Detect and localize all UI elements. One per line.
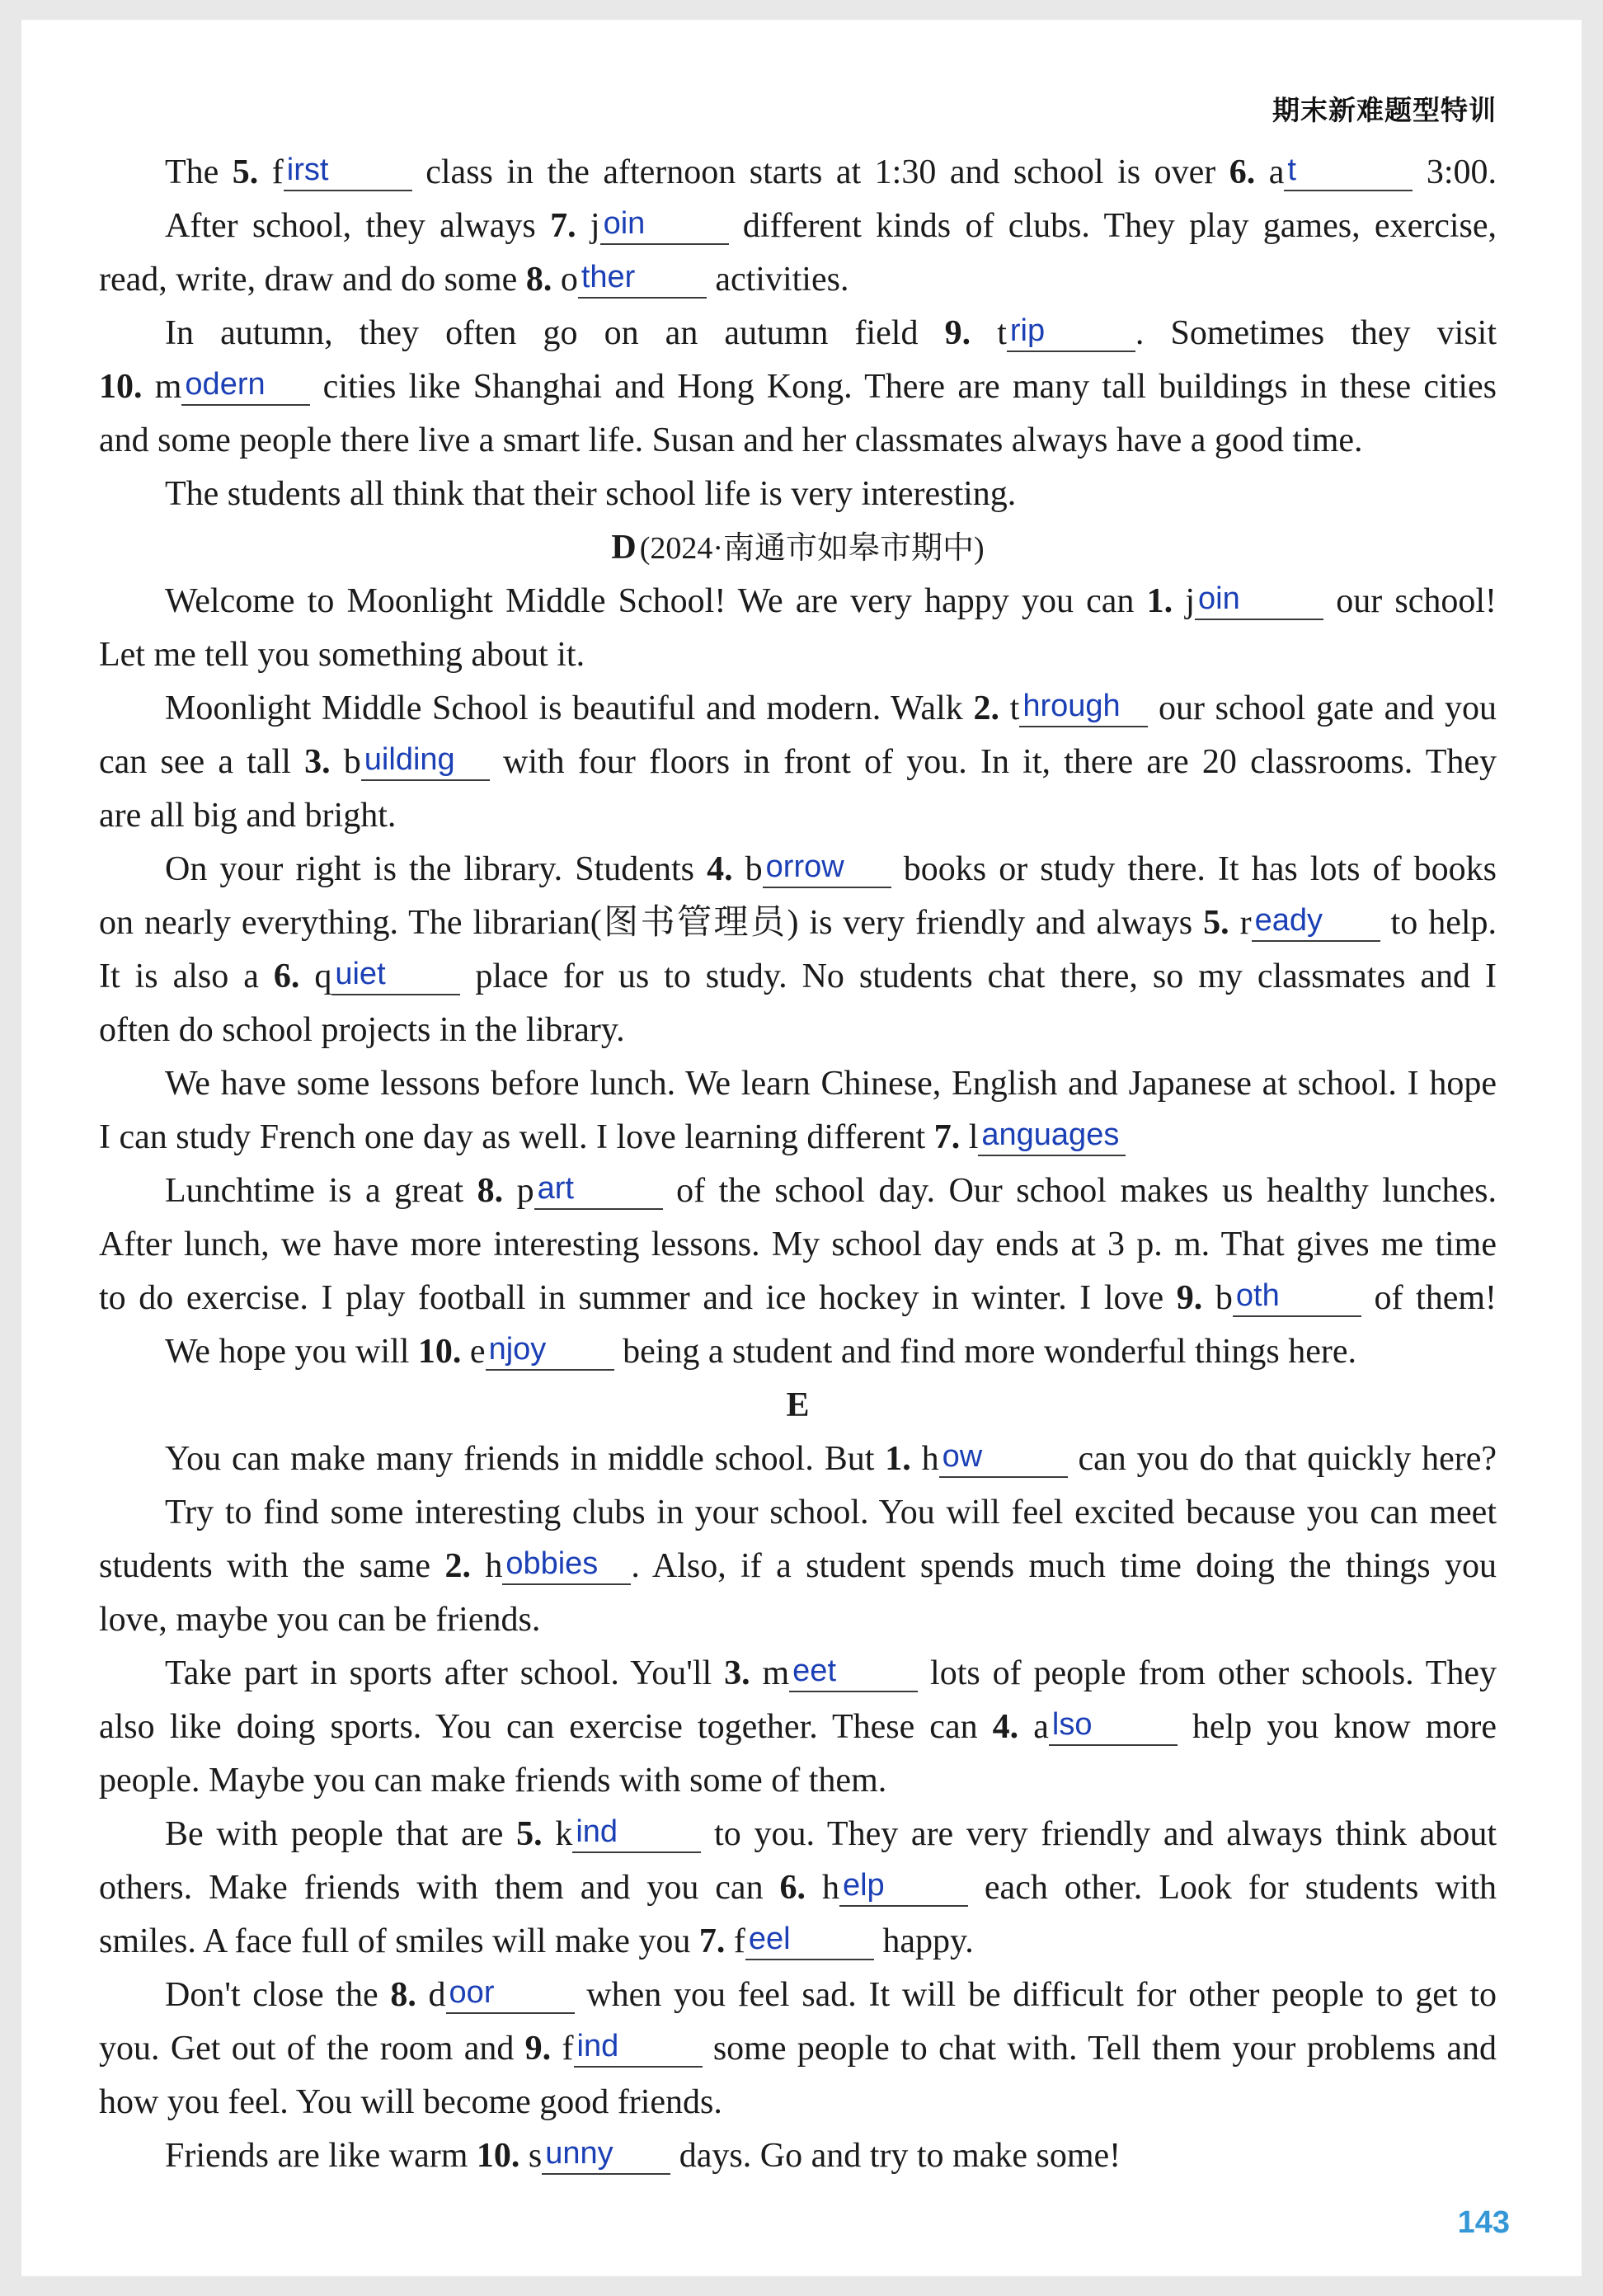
blank-initial-letter: o bbox=[560, 261, 578, 299]
line-content bbox=[99, 1922, 974, 1960]
text-segment: Try to find some interesting clubs in your school. You will feel excited because you can meet bbox=[165, 1494, 1497, 1531]
blank-initial-letter: m bbox=[154, 368, 182, 406]
handwritten-answer: obbies bbox=[505, 1546, 599, 1581]
answer-blank bbox=[502, 1546, 631, 1585]
answer-blank bbox=[1252, 903, 1380, 942]
text-line bbox=[99, 2076, 1497, 2129]
text-line bbox=[99, 1754, 1497, 1808]
text-segment: being a student and find more wonderful things here. bbox=[613, 1333, 1356, 1371]
line-content bbox=[99, 1869, 1497, 1907]
handwritten-answer: eel bbox=[748, 1922, 791, 1956]
line-content bbox=[165, 1976, 1497, 2014]
line-content bbox=[99, 1708, 1497, 1746]
handwritten-answer: ther bbox=[581, 260, 636, 294]
page-number: 143 bbox=[1457, 2205, 1510, 2240]
answer-blank bbox=[284, 153, 412, 191]
text-line bbox=[99, 360, 1497, 414]
line-content bbox=[165, 689, 1497, 727]
line-content bbox=[165, 1172, 1497, 1210]
line-content bbox=[99, 261, 849, 299]
text-segment: people. Maybe you can make friends with some of them. bbox=[99, 1762, 887, 1800]
blank-initial-letter: r bbox=[1239, 904, 1252, 942]
answer-blank bbox=[745, 1922, 874, 1960]
text-segment: On your right is the library. Students bbox=[165, 850, 707, 888]
question-number: 3. bbox=[724, 1654, 750, 1692]
page-header-title: 期末新难题型特训 bbox=[1272, 94, 1497, 126]
text-segment: to do exercise. I play football in summer and ice hockey in winter. I love bbox=[99, 1279, 1177, 1317]
question-number: 6. bbox=[273, 957, 300, 995]
text-segment: Moonlight Middle School is beautiful and modern. Walk bbox=[165, 689, 974, 727]
answer-blank bbox=[361, 742, 490, 781]
text-line bbox=[99, 1486, 1497, 1540]
line-content bbox=[165, 1440, 1497, 1478]
text-line bbox=[99, 1593, 1497, 1647]
section-heading bbox=[99, 1379, 1497, 1433]
handwritten-answer: t bbox=[1287, 153, 1296, 187]
text-segment: We have some lessons before lunch. We learn Chinese, English and Japanese at school. I hope bbox=[165, 1065, 1497, 1103]
text-segment: books or study there. It has lots of books bbox=[891, 850, 1497, 888]
text-segment: . Sometimes they visit bbox=[1135, 314, 1497, 352]
blank-initial-letter: a bbox=[1268, 153, 1285, 191]
text-segment: It is also a bbox=[99, 957, 274, 995]
line-content bbox=[99, 1011, 625, 1049]
exercise-text-body bbox=[99, 146, 1497, 2183]
line-content bbox=[165, 1815, 1497, 1853]
paragraph bbox=[99, 843, 1497, 1057]
text-segment: also like doing sports. You can exercise together. These can bbox=[99, 1708, 993, 1746]
text-line bbox=[99, 628, 1497, 682]
answer-blank bbox=[978, 1117, 1126, 1156]
blank-initial-letter: j bbox=[590, 207, 600, 245]
answer-blank bbox=[1284, 153, 1413, 191]
answer-blank bbox=[1233, 1278, 1361, 1317]
handwritten-answer: oor bbox=[449, 1975, 495, 2010]
text-segment: and some people there live a smart life. Susan and her classmates always have a good time. bbox=[99, 421, 1363, 459]
blank-initial-letter: b bbox=[1215, 1279, 1233, 1317]
question-number: 6. bbox=[1229, 153, 1256, 191]
line-content bbox=[99, 743, 1497, 781]
text-line bbox=[99, 307, 1497, 360]
handwritten-answer: rip bbox=[1009, 313, 1046, 348]
text-line bbox=[99, 146, 1497, 200]
text-segment: different kinds of clubs. They play games, exercise, bbox=[728, 207, 1497, 245]
text-segment: lots of people from other schools. They bbox=[918, 1654, 1497, 1692]
blank-initial-letter: p bbox=[516, 1172, 534, 1210]
line-content bbox=[99, 1601, 540, 1639]
paragraph bbox=[99, 1164, 1497, 1325]
text-line bbox=[99, 1540, 1497, 1593]
answer-blank bbox=[542, 2136, 670, 2175]
handwritten-answer: art bbox=[537, 1171, 574, 1206]
text-segment: love, maybe you can be friends. bbox=[99, 1601, 541, 1639]
answer-blank bbox=[600, 206, 729, 245]
text-segment: I can study French one day as well. I love learning different bbox=[99, 1118, 934, 1156]
text-segment: days. Go and try to make some! bbox=[670, 2137, 1121, 2175]
text-line bbox=[99, 1915, 1497, 1969]
text-line bbox=[99, 253, 1497, 307]
text-segment: The students all think that their school life is very interesting. bbox=[165, 475, 1017, 513]
handwritten-answer: eady bbox=[1254, 903, 1323, 938]
handwritten-answer: uiet bbox=[335, 957, 386, 991]
text-segment: After school, they always bbox=[165, 207, 551, 245]
text-line bbox=[99, 2022, 1497, 2076]
text-line bbox=[99, 950, 1497, 1004]
blank-initial-letter: d bbox=[428, 1976, 446, 2014]
question-number: 5. bbox=[232, 153, 259, 191]
question-number: 7. bbox=[933, 1118, 961, 1156]
paragraph bbox=[99, 1325, 1497, 1379]
question-number: 3. bbox=[304, 743, 331, 781]
handwritten-answer: ind bbox=[576, 1814, 618, 1849]
line-content bbox=[99, 1762, 886, 1800]
text-segment: We hope you will bbox=[165, 1333, 418, 1371]
question-number: 10. bbox=[476, 2137, 520, 2175]
answer-blank bbox=[1195, 581, 1323, 620]
text-segment: Don't close the bbox=[165, 1976, 391, 2014]
paragraph bbox=[99, 682, 1497, 843]
question-number: 1. bbox=[1146, 582, 1173, 620]
text-segment: place for us to study. No students chat there, so my classmates and I bbox=[460, 957, 1497, 995]
section-letter: D bbox=[611, 529, 637, 567]
text-line bbox=[99, 682, 1497, 736]
line-content bbox=[99, 2083, 722, 2121]
question-number: 4. bbox=[992, 1708, 1019, 1746]
handwritten-answer: eet bbox=[792, 1654, 836, 1688]
text-line bbox=[99, 1701, 1497, 1754]
answer-blank bbox=[331, 957, 460, 995]
text-line bbox=[99, 736, 1497, 789]
text-line bbox=[99, 789, 1497, 843]
question-number: 9. bbox=[524, 2030, 552, 2068]
answer-blank bbox=[839, 1868, 968, 1907]
text-segment: of them! bbox=[1361, 1279, 1497, 1317]
line-content bbox=[165, 153, 1497, 191]
question-number: 8. bbox=[390, 1976, 416, 2014]
answer-blank bbox=[939, 1439, 1068, 1478]
section-heading bbox=[99, 521, 1497, 575]
section-letter: E bbox=[786, 1386, 810, 1424]
text-line bbox=[99, 1325, 1497, 1379]
text-segment: . Also, if a student spends much time doing the things you bbox=[631, 1547, 1497, 1585]
text-segment: After lunch, we have more interesting lessons. My school day ends at 3 p. m. That gives me time bbox=[99, 1226, 1497, 1263]
text-segment: Take part in sports after school. You'll bbox=[165, 1654, 725, 1692]
text-segment: to help. bbox=[1380, 904, 1497, 942]
question-number: 2. bbox=[444, 1547, 471, 1585]
line-content bbox=[99, 957, 1497, 995]
text-line bbox=[99, 1647, 1497, 1701]
question-number: 7. bbox=[698, 1922, 726, 1960]
passage-section bbox=[99, 521, 1497, 1379]
text-segment: how you feel. You will become good friends. bbox=[99, 2083, 722, 2121]
line-content bbox=[165, 314, 1497, 352]
handwritten-answer: odern bbox=[185, 367, 266, 402]
handwritten-answer: anguages bbox=[981, 1117, 1120, 1152]
text-segment: to you. They are very friendly and always think about bbox=[701, 1815, 1497, 1853]
paragraph bbox=[99, 146, 1497, 200]
handwritten-answer: lso bbox=[1051, 1707, 1093, 1742]
text-line bbox=[99, 575, 1497, 628]
text-segment: You can make many friends in middle school. But bbox=[165, 1440, 886, 1478]
question-number: 4. bbox=[707, 850, 733, 888]
answer-blank bbox=[1049, 1707, 1178, 1746]
handwritten-answer: elp bbox=[842, 1868, 885, 1903]
question-number: 2. bbox=[973, 689, 999, 727]
text-line bbox=[99, 200, 1497, 253]
text-segment: smiles. A face full of smiles will make you bbox=[99, 1922, 699, 1960]
text-line bbox=[99, 1808, 1497, 1861]
line-content bbox=[99, 1118, 1126, 1156]
answer-blank bbox=[578, 260, 707, 299]
text-segment: each other. Look for students with bbox=[967, 1869, 1497, 1907]
text-segment: happy. bbox=[873, 1922, 974, 1960]
text-segment: 3:00. bbox=[1413, 153, 1497, 191]
question-number: 6. bbox=[779, 1869, 806, 1907]
line-content bbox=[99, 1279, 1497, 1317]
text-segment: on nearly everything. The librarian(图书管理员) is very friendly and always bbox=[99, 904, 1204, 942]
text-segment: cities like Shanghai and Hong Kong. There are many tall buildings in these cities bbox=[310, 368, 1497, 406]
answer-blank bbox=[1007, 313, 1135, 352]
passage-section bbox=[99, 146, 1497, 521]
text-line bbox=[99, 1861, 1497, 1915]
question-number: 8. bbox=[477, 1172, 504, 1210]
question-number: 8. bbox=[525, 261, 552, 299]
handwritten-answer: irst bbox=[286, 153, 329, 187]
blank-initial-letter: f bbox=[733, 1922, 745, 1960]
handwritten-answer: hrough bbox=[1022, 689, 1121, 723]
text-segment: often do school projects in the library. bbox=[99, 1011, 625, 1049]
text-line bbox=[99, 1433, 1497, 1486]
text-segment: Welcome to Moonlight Middle School! We are very happy you can bbox=[165, 582, 1147, 620]
line-content bbox=[99, 2030, 1497, 2068]
line-content bbox=[165, 1654, 1497, 1692]
text-segment: help you know more bbox=[1177, 1708, 1497, 1746]
text-segment: our school gate and you bbox=[1148, 689, 1497, 727]
text-segment: Lunchtime is a great bbox=[165, 1172, 477, 1210]
line-content bbox=[165, 207, 1497, 245]
paragraph bbox=[99, 200, 1497, 307]
answer-blank bbox=[763, 849, 891, 888]
line-content bbox=[165, 1065, 1497, 1103]
line-content bbox=[165, 1333, 1356, 1371]
text-line bbox=[99, 414, 1497, 468]
handwritten-answer: ind bbox=[576, 2029, 619, 2063]
line-content bbox=[165, 1494, 1497, 1531]
paragraph bbox=[99, 1057, 1497, 1164]
blank-initial-letter: h bbox=[821, 1869, 839, 1907]
line-content bbox=[99, 1226, 1497, 1263]
text-line bbox=[99, 1164, 1497, 1218]
blank-initial-letter: b bbox=[745, 850, 763, 888]
answer-blank bbox=[486, 1332, 614, 1371]
text-line bbox=[99, 1969, 1497, 2022]
question-number: 10. bbox=[99, 368, 143, 406]
blank-initial-letter: a bbox=[1033, 1708, 1049, 1746]
text-segment: class in the afternoon starts at 1:30 and school is over bbox=[411, 153, 1229, 191]
paragraph bbox=[99, 1433, 1497, 1486]
question-number: 7. bbox=[550, 207, 576, 245]
text-segment: are all big and bright. bbox=[99, 797, 397, 835]
blank-initial-letter: f bbox=[271, 153, 284, 191]
answer-blank bbox=[1019, 689, 1148, 727]
text-segment: Be with people that are bbox=[165, 1815, 517, 1853]
paragraph bbox=[99, 307, 1497, 468]
text-segment: Let me tell you something about it. bbox=[99, 636, 585, 674]
answer-blank bbox=[446, 1975, 575, 2014]
blank-initial-letter: e bbox=[469, 1333, 486, 1371]
handwritten-answer: oth bbox=[1235, 1278, 1280, 1313]
handwritten-answer: uilding bbox=[364, 742, 455, 777]
text-segment: can you do that quickly here? bbox=[1067, 1440, 1497, 1478]
line-content bbox=[99, 421, 1363, 459]
text-segment: of the school day. Our school makes us healthy lunches. bbox=[662, 1172, 1497, 1210]
handwritten-answer: oin bbox=[1198, 581, 1240, 616]
blank-initial-letter: h bbox=[921, 1440, 939, 1478]
answer-blank bbox=[181, 367, 310, 406]
text-line bbox=[99, 468, 1497, 521]
question-number: 9. bbox=[944, 314, 971, 352]
question-number: 10. bbox=[417, 1333, 462, 1371]
text-line bbox=[99, 1111, 1497, 1164]
blank-initial-letter: j bbox=[1185, 582, 1195, 620]
blank-initial-letter: s bbox=[528, 2137, 543, 2175]
text-line bbox=[99, 843, 1497, 896]
blank-initial-letter: l bbox=[968, 1118, 979, 1156]
text-line bbox=[99, 1272, 1497, 1325]
blank-initial-letter: t bbox=[1009, 689, 1020, 727]
paragraph bbox=[99, 1486, 1497, 1647]
text-segment: with four floors in front of you. In it, there are 20 classrooms. They bbox=[489, 743, 1497, 781]
paragraph bbox=[99, 468, 1497, 521]
text-segment: our school! bbox=[1323, 582, 1497, 620]
text-segment: Friends are like warm bbox=[165, 2137, 477, 2175]
text-segment: In autumn, they often go on an autumn field bbox=[165, 314, 945, 352]
handwritten-answer: oin bbox=[603, 206, 646, 241]
text-segment: can see a tall bbox=[99, 743, 305, 781]
blank-initial-letter: m bbox=[762, 1654, 790, 1692]
line-content bbox=[165, 582, 1497, 620]
handwritten-answer: orrow bbox=[765, 849, 844, 884]
handwritten-answer: unny bbox=[545, 2136, 613, 2171]
line-content bbox=[165, 850, 1497, 888]
text-line bbox=[99, 1218, 1497, 1272]
text-segment: activities. bbox=[706, 261, 849, 299]
line-content bbox=[99, 904, 1497, 942]
line-content bbox=[99, 636, 585, 674]
question-number: 5. bbox=[1203, 904, 1229, 942]
line-content bbox=[99, 797, 396, 835]
line-content bbox=[165, 2137, 1121, 2175]
text-segment: some people to chat with. Tell them your problems and bbox=[702, 2030, 1497, 2068]
text-segment: others. Make friends with them and you can bbox=[99, 1869, 780, 1907]
paragraph bbox=[99, 575, 1497, 682]
blank-initial-letter: f bbox=[562, 2030, 574, 2068]
text-segment: students with the same bbox=[99, 1547, 445, 1585]
paragraph bbox=[99, 2129, 1497, 2183]
paragraph bbox=[99, 1808, 1497, 1969]
section-source: (2024·南通市如皋市期中) bbox=[639, 531, 985, 566]
text-line bbox=[99, 1004, 1497, 1057]
line-content bbox=[165, 475, 1016, 513]
text-segment: read, write, draw and do some bbox=[99, 261, 526, 299]
passage-section bbox=[99, 1379, 1497, 2183]
paragraph bbox=[99, 1647, 1497, 1808]
blank-initial-letter: k bbox=[555, 1815, 573, 1853]
handwritten-answer: njoy bbox=[488, 1332, 547, 1367]
blank-initial-letter: h bbox=[485, 1547, 503, 1585]
handwritten-answer: ow bbox=[942, 1439, 983, 1474]
text-line bbox=[99, 896, 1497, 950]
text-segment: you. Get out of the room and bbox=[99, 2030, 525, 2068]
question-number: 9. bbox=[1176, 1279, 1203, 1317]
text-segment: when you feel sad. It will be difficult for other people to get to bbox=[574, 1976, 1497, 2014]
blank-initial-letter: b bbox=[343, 743, 361, 781]
line-content bbox=[99, 1547, 1497, 1585]
answer-blank bbox=[534, 1171, 663, 1210]
paragraph bbox=[99, 1969, 1497, 2129]
text-line bbox=[99, 2129, 1497, 2183]
answer-blank bbox=[574, 2029, 703, 2068]
blank-initial-letter: q bbox=[314, 957, 332, 995]
line-content bbox=[99, 368, 1497, 406]
text-line bbox=[99, 1057, 1497, 1111]
question-number: 1. bbox=[885, 1440, 911, 1478]
answer-blank bbox=[572, 1814, 701, 1853]
answer-blank bbox=[789, 1654, 918, 1692]
text-segment: The bbox=[165, 153, 233, 191]
question-number: 5. bbox=[516, 1815, 543, 1853]
blank-initial-letter: t bbox=[997, 314, 1007, 352]
